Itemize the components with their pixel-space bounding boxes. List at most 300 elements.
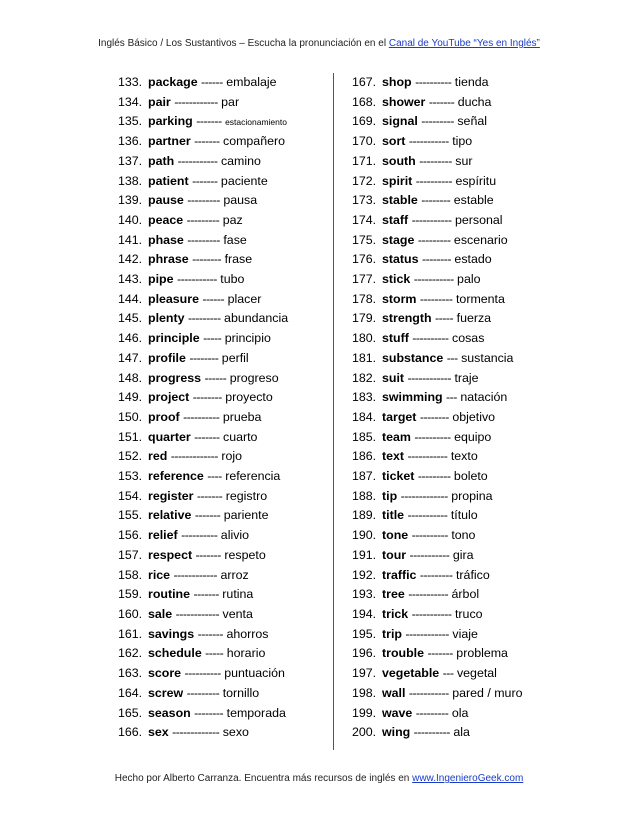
- entry-translation: compañero: [223, 134, 285, 149]
- vocabulary-entry: [118, 112, 330, 132]
- entry-translation: cuarto: [223, 429, 258, 444]
- entry-dashes: -----------: [407, 508, 448, 523]
- entry-dashes: ---: [446, 350, 458, 365]
- entry-word: shower: [382, 94, 426, 109]
- entry-translation: alivio: [220, 528, 250, 543]
- entry-translation: venta: [222, 606, 253, 621]
- entry-word: trip: [382, 626, 402, 641]
- entry-translation: palo: [457, 272, 481, 287]
- page-footer: [0, 773, 638, 784]
- entry-word: signal: [382, 114, 418, 129]
- entry-dashes: ----------: [411, 528, 448, 543]
- entry-translation: señal: [457, 114, 487, 129]
- vocabulary-entry: [352, 428, 562, 448]
- entry-dashes: -----: [435, 311, 454, 326]
- vocabulary-entry: [118, 309, 330, 329]
- vocabulary-entry: [352, 152, 562, 172]
- entry-translation: fuerza: [456, 311, 492, 326]
- entry-number: 184.: [352, 409, 377, 424]
- entry-word: pleasure: [148, 291, 199, 306]
- entry-number: 199.: [352, 705, 377, 720]
- entry-translation: problema: [456, 646, 508, 661]
- entry-number: 140.: [118, 212, 143, 227]
- entry-dashes: --------: [421, 193, 451, 208]
- entry-translation: espíritu: [455, 173, 497, 188]
- vocabulary-entry: [352, 408, 562, 428]
- entry-number: 133.: [118, 75, 143, 89]
- vocabulary-entry: [352, 664, 562, 684]
- entry-number: 172.: [352, 173, 377, 188]
- vocabulary-entry: [118, 408, 330, 428]
- entry-dashes: ---------: [417, 469, 451, 484]
- vocabulary-entry: [352, 172, 562, 192]
- entry-translation: tormenta: [455, 291, 505, 306]
- column-divider: [333, 73, 334, 750]
- vocabulary-entry: [118, 388, 330, 408]
- entry-dashes: ------: [204, 370, 227, 385]
- entry-number: 171.: [352, 153, 377, 168]
- entry-word: substance: [382, 350, 444, 365]
- entry-translation: registro: [225, 488, 268, 503]
- entry-dashes: ----------: [413, 725, 450, 740]
- vocabulary-entry: [118, 290, 330, 310]
- entry-word: patient: [148, 173, 189, 188]
- vocabulary-entry: [118, 93, 330, 113]
- entry-dashes: -----------: [407, 449, 448, 464]
- entry-dashes: ---------: [186, 685, 220, 700]
- entry-word: wall: [382, 685, 406, 700]
- entry-number: 176.: [352, 252, 377, 267]
- entry-number: 195.: [352, 626, 377, 641]
- vocabulary-entry: [118, 270, 330, 290]
- entry-dashes: ---------: [187, 311, 221, 326]
- vocabulary-entry: [118, 625, 330, 645]
- entry-number: 193.: [352, 587, 377, 602]
- vocabulary-entry: [352, 487, 562, 507]
- entry-dashes: -------: [194, 134, 220, 149]
- entry-word: ticket: [382, 469, 415, 484]
- entry-translation: vegetal: [456, 666, 497, 681]
- entry-translation: ola: [451, 705, 469, 720]
- entry-word: register: [148, 488, 194, 503]
- entry-number: 159.: [118, 587, 143, 602]
- vocabulary-entry: [352, 684, 562, 704]
- entry-word: proof: [148, 409, 180, 424]
- entry-word: red: [148, 449, 168, 464]
- entry-dashes: -------: [196, 114, 222, 129]
- vocabulary-entry: [118, 644, 330, 664]
- vocabulary-entry: [118, 73, 330, 93]
- entry-number: 169.: [352, 114, 377, 129]
- entry-translation: pariente: [223, 508, 269, 523]
- entry-word: pause: [148, 193, 184, 208]
- vocabulary-entry: [118, 250, 330, 270]
- vocabulary-entry: [352, 270, 562, 290]
- vocabulary-entry: [118, 152, 330, 172]
- vocabulary-column-left: [118, 73, 330, 743]
- entry-translation: estado: [454, 252, 492, 267]
- entry-dashes: -------: [428, 94, 455, 109]
- entry-word: trouble: [382, 646, 424, 661]
- vocabulary-entry: [118, 231, 330, 251]
- entry-dashes: ------: [202, 291, 225, 306]
- entry-number: 168.: [352, 94, 377, 109]
- entry-dashes: -----------: [411, 212, 452, 227]
- entry-word: profile: [148, 350, 186, 365]
- entry-number: 174.: [352, 212, 377, 227]
- vocabulary-entry: [118, 566, 330, 586]
- entry-number: 189.: [352, 508, 377, 523]
- entry-dashes: ---------: [187, 193, 220, 208]
- entry-dashes: --------: [192, 252, 222, 267]
- entry-number: 181.: [352, 350, 377, 365]
- vocabulary-entry: [352, 290, 562, 310]
- vocabulary-entry: [352, 112, 562, 132]
- entry-translation: sustancia: [461, 350, 514, 365]
- vocabulary-entry: [118, 132, 330, 152]
- vocabulary-entry: [118, 211, 330, 231]
- entry-dashes: ---------: [417, 232, 451, 247]
- entry-word: phase: [148, 232, 184, 247]
- entry-word: phrase: [148, 252, 189, 267]
- entry-translation: rojo: [221, 449, 243, 464]
- vocabulary-entry: [352, 93, 562, 113]
- vocabulary-entry: [118, 506, 330, 526]
- entry-translation: proyecto: [225, 390, 273, 405]
- entry-dashes: ------------: [407, 370, 451, 385]
- website-link[interactable]: www.IngenieroGeek.com: [412, 773, 524, 784]
- entry-dashes: --------: [194, 705, 224, 720]
- entry-number: 173.: [352, 193, 377, 208]
- page-header: [0, 38, 638, 49]
- entry-translation: puntuación: [224, 666, 285, 681]
- entry-dashes: -------: [197, 626, 223, 641]
- entry-dashes: ----: [207, 469, 222, 484]
- entry-translation: par: [221, 94, 240, 109]
- entry-dashes: ----------: [415, 173, 453, 188]
- entry-dashes: -----------: [408, 587, 449, 602]
- entry-word: stage: [382, 232, 415, 247]
- entry-number: 167.: [352, 75, 377, 89]
- entry-dashes: ---------: [187, 232, 220, 247]
- entry-translation: rutina: [222, 587, 254, 602]
- vocabulary-entry: [118, 172, 330, 192]
- entry-number: 179.: [352, 311, 377, 326]
- entry-number: 162.: [118, 646, 143, 661]
- entry-translation: propina: [451, 488, 493, 503]
- entry-dashes: -----------: [409, 547, 450, 562]
- vocabulary-entry: [352, 231, 562, 251]
- entry-number: 191.: [352, 547, 377, 562]
- entry-translation: principio: [224, 331, 271, 346]
- entry-translation: progreso: [229, 370, 279, 385]
- entry-word: status: [382, 252, 419, 267]
- entry-word: reference: [148, 469, 204, 484]
- entry-number: 147.: [118, 350, 143, 365]
- entry-word: stuff: [382, 331, 409, 346]
- entry-word: text: [382, 449, 405, 464]
- entry-dashes: ----------: [415, 75, 452, 89]
- entry-word: shop: [382, 75, 412, 89]
- entry-number: 198.: [352, 685, 377, 700]
- entry-dashes: ---------: [419, 567, 453, 582]
- entry-dashes: -----------: [408, 134, 449, 149]
- entry-number: 134.: [118, 94, 143, 109]
- entry-number: 137.: [118, 153, 143, 168]
- youtube-channel-link[interactable]: Canal de YouTube “Yes en Inglés”: [388, 38, 540, 49]
- entry-word: respect: [148, 547, 193, 562]
- entry-translation: placer: [227, 291, 262, 306]
- entry-translation: abundancia: [224, 311, 289, 326]
- entry-translation: embalaje: [226, 75, 277, 89]
- entry-translation: sexo: [222, 725, 249, 740]
- entry-translation: paz: [222, 212, 243, 227]
- vocabulary-entry: [352, 723, 562, 743]
- vocabulary-entry: [118, 447, 330, 467]
- entry-translation: boleto: [453, 469, 488, 484]
- entry-dashes: -----: [203, 331, 222, 346]
- vocabulary-entry: [118, 723, 330, 743]
- vocabulary-entry: [352, 506, 562, 526]
- vocabulary-entry: [352, 467, 562, 487]
- entry-word: team: [382, 429, 411, 444]
- entry-number: 139.: [118, 193, 143, 208]
- vocabulary-entry: [352, 388, 562, 408]
- entry-dashes: ---------: [415, 705, 449, 720]
- entry-word: spirit: [382, 173, 413, 188]
- vocabulary-entry: [352, 329, 562, 349]
- header-text: Inglés Básico / Los Sustantivos – Escucha la pronunciación en el: [98, 38, 389, 49]
- entry-number: 175.: [352, 232, 377, 247]
- entry-word: peace: [148, 212, 184, 227]
- entry-translation: fase: [223, 232, 247, 247]
- entry-number: 158.: [118, 567, 143, 582]
- entry-dashes: ---------: [419, 291, 453, 306]
- entry-word: swimming: [382, 390, 443, 405]
- entry-word: partner: [148, 134, 191, 149]
- entry-number: 188.: [352, 488, 377, 503]
- vocabulary-entry: [118, 704, 330, 724]
- entry-word: wave: [382, 705, 413, 720]
- entry-dashes: ----------: [414, 429, 451, 444]
- entry-dashes: --------: [419, 409, 449, 424]
- vocabulary-entry: [118, 428, 330, 448]
- entry-word: pair: [148, 94, 171, 109]
- entry-number: 186.: [352, 449, 377, 464]
- entry-word: relief: [148, 528, 178, 543]
- entry-translation: pausa: [223, 193, 258, 208]
- entry-dashes: -------: [195, 547, 221, 562]
- vocabulary-entry: [352, 585, 562, 605]
- entry-dashes: -----------: [411, 606, 452, 621]
- entry-dashes: -------: [194, 429, 220, 444]
- entry-word: path: [148, 153, 175, 168]
- entry-translation: temporada: [226, 705, 286, 720]
- vocabulary-entry: [352, 132, 562, 152]
- entry-number: 170.: [352, 134, 377, 149]
- vocabulary-entry: [118, 605, 330, 625]
- vocabulary-entry: [118, 526, 330, 546]
- entry-translation: ducha: [457, 94, 492, 109]
- vocabulary-entry: [352, 605, 562, 625]
- entry-dashes: -------: [192, 173, 218, 188]
- entry-translation: respeto: [224, 547, 266, 562]
- vocabulary-entry: [118, 664, 330, 684]
- entry-number: 145.: [118, 311, 143, 326]
- entry-translation: frase: [224, 252, 253, 267]
- entry-dashes: ---: [446, 390, 457, 405]
- entry-dashes: -------: [196, 488, 223, 503]
- entry-dashes: -------: [193, 587, 219, 602]
- vocabulary-column-right: [352, 73, 562, 743]
- entry-translation: tráfico: [455, 567, 490, 582]
- entry-word: parking: [148, 114, 193, 129]
- entry-number: 141.: [118, 232, 143, 247]
- entry-number: 194.: [352, 606, 377, 621]
- entry-dashes: ----------: [181, 528, 218, 543]
- entry-translation: camino: [220, 153, 261, 168]
- entry-dashes: ------------: [175, 606, 220, 621]
- entry-word: plenty: [148, 311, 185, 326]
- vocabulary-entry: [118, 467, 330, 487]
- entry-translation: horario: [226, 646, 266, 661]
- entry-word: stick: [382, 272, 411, 287]
- vocabulary-entry: [118, 349, 330, 369]
- vocabulary-entry: [352, 309, 562, 329]
- vocabulary-entry: [352, 704, 562, 724]
- entry-translation: título: [450, 508, 478, 523]
- entry-number: 190.: [352, 528, 377, 543]
- entry-dashes: --------: [421, 252, 451, 267]
- entry-dashes: ------------: [405, 626, 449, 641]
- entry-number: 177.: [352, 272, 377, 287]
- entry-translation: natación: [460, 390, 508, 405]
- entry-translation: objetivo: [452, 409, 496, 424]
- entry-word: screw: [148, 685, 184, 700]
- entry-word: quarter: [148, 429, 191, 444]
- entry-number: 196.: [352, 646, 377, 661]
- entry-translation: tornillo: [222, 685, 260, 700]
- entry-dashes: ----------: [183, 409, 220, 424]
- entry-word: stable: [382, 193, 418, 208]
- entry-number: 154.: [118, 488, 143, 503]
- entry-dashes: -------------: [170, 449, 218, 464]
- entry-translation: texto: [450, 449, 478, 464]
- vocabulary-entry: [352, 644, 562, 664]
- entry-word: tree: [382, 587, 405, 602]
- entry-word: storm: [382, 291, 417, 306]
- entry-number: 157.: [118, 547, 143, 562]
- entry-number: 153.: [118, 469, 143, 484]
- entry-number: 149.: [118, 390, 143, 405]
- entry-translation: prueba: [222, 409, 262, 424]
- entry-word: strength: [382, 311, 432, 326]
- vocabulary-entry: [118, 369, 330, 389]
- vocabulary-entry: [118, 585, 330, 605]
- entry-word: relative: [148, 508, 192, 523]
- entry-dashes: -------: [427, 646, 453, 661]
- vocabulary-entry: [352, 625, 562, 645]
- vocabulary-entry: [352, 447, 562, 467]
- entry-translation: equipo: [454, 429, 492, 444]
- entry-word: title: [382, 508, 405, 523]
- vocabulary-entry: [352, 546, 562, 566]
- entry-number: 164.: [118, 685, 143, 700]
- entry-dashes: ---------: [186, 212, 220, 227]
- entry-number: 185.: [352, 429, 377, 444]
- entry-number: 148.: [118, 370, 143, 385]
- entry-word: target: [382, 409, 417, 424]
- entry-number: 165.: [118, 705, 143, 720]
- entry-number: 182.: [352, 370, 377, 385]
- entry-word: rice: [148, 567, 171, 582]
- entry-translation: referencia: [225, 469, 281, 484]
- entry-dashes: -----: [205, 646, 224, 661]
- entry-number: 178.: [352, 291, 377, 306]
- entry-dashes: -----------: [413, 272, 454, 287]
- entry-word: project: [148, 390, 190, 405]
- entry-number: 160.: [118, 606, 143, 621]
- vocabulary-entry: [118, 546, 330, 566]
- entry-dashes: ---------: [419, 153, 452, 168]
- entry-dashes: --------: [192, 390, 222, 405]
- entry-word: trick: [382, 606, 409, 621]
- entry-word: vegetable: [382, 666, 440, 681]
- vocabulary-entry: [352, 526, 562, 546]
- entry-dashes: -----------: [408, 685, 449, 700]
- entry-translation: arroz: [220, 567, 249, 582]
- vocabulary-entry: [352, 250, 562, 270]
- entry-number: 135.: [118, 114, 143, 129]
- vocabulary-entry: [352, 211, 562, 231]
- entry-number: 152.: [118, 449, 143, 464]
- footer-text: Hecho por Alberto Carranza. Encuentra más recursos de inglés en: [114, 773, 413, 784]
- entry-translation: cosas: [452, 331, 485, 346]
- entry-number: 144.: [118, 291, 143, 306]
- entry-word: staff: [382, 212, 409, 227]
- entry-translation: tienda: [454, 75, 489, 89]
- entry-number: 180.: [352, 331, 377, 346]
- vocabulary-entry: [352, 566, 562, 586]
- entry-translation: escenario: [453, 232, 508, 247]
- entry-translation: truco: [454, 606, 483, 621]
- entry-dashes: ---------: [421, 114, 454, 129]
- entry-word: season: [148, 705, 191, 720]
- entry-number: 187.: [352, 469, 377, 484]
- entry-number: 192.: [352, 567, 377, 582]
- entry-dashes: -------------: [172, 725, 220, 740]
- entry-word: principle: [148, 331, 200, 346]
- entry-word: pipe: [148, 272, 174, 287]
- entry-dashes: ----------: [412, 331, 449, 346]
- entry-dashes: ---: [442, 666, 454, 681]
- entry-translation: sur: [455, 153, 473, 168]
- entry-number: 138.: [118, 173, 143, 188]
- entry-number: 150.: [118, 409, 143, 424]
- entry-translation: viaje: [452, 626, 478, 641]
- entry-dashes: ------: [201, 75, 223, 89]
- entry-dashes: -----------: [176, 272, 217, 287]
- entry-translation: paciente: [220, 173, 268, 188]
- entry-word: tour: [382, 547, 407, 562]
- vocabulary-entry: [352, 73, 562, 93]
- entry-translation: estable: [453, 193, 494, 208]
- entry-word: south: [382, 153, 416, 168]
- entry-number: 197.: [352, 666, 377, 681]
- entry-word: tip: [382, 488, 398, 503]
- entry-word: schedule: [148, 646, 202, 661]
- entry-number: 156.: [118, 528, 143, 543]
